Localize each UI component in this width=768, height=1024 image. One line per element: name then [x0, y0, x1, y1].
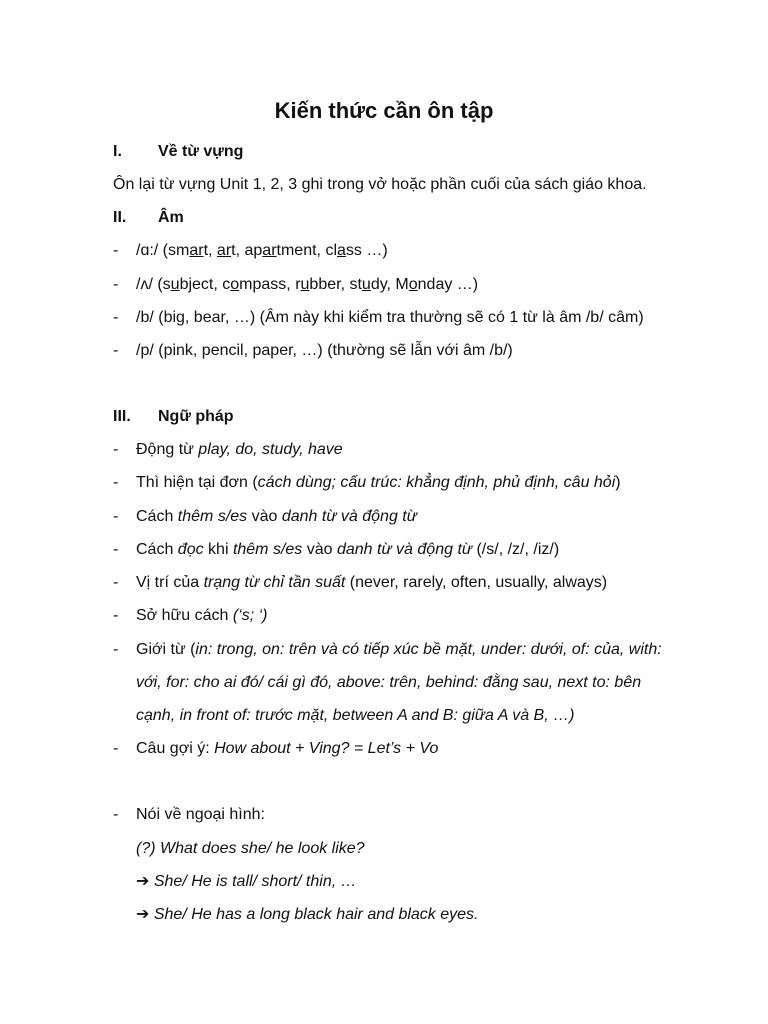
sound-item-uh: /ʌ/ (subject, compass, rubber, study, Monday …)	[136, 276, 479, 293]
sound-item-b: /b/ (big, bear, …) (Âm này khi kiểm tra thường sẽ có 1 từ là âm /b/ câm)	[136, 309, 644, 326]
section-3-number: III.	[113, 408, 131, 425]
list-dash: -	[113, 574, 119, 591]
list-dash: -	[113, 242, 119, 259]
appearance-label: Nói về ngoại hình:	[136, 806, 265, 823]
grammar-item-prepositions-line3: cạnh, in front of: trước mặt, between A and B: giữa A và B, …)	[136, 707, 575, 724]
grammar-item-pronunciation: Cách đọc khi thêm s/es vào danh từ và động từ (/s/, /z/, /iz/)	[136, 541, 560, 558]
grammar-item-prepositions-line2: với, for: cho ai đó/ cái gì đó, above: trên, behind: đằng sau, next to: bên	[136, 674, 642, 691]
grammar-item-verbs: Động từ play, do, study, have	[136, 441, 343, 458]
grammar-item-possessive: Sở hữu cách (‘s; ‘)	[136, 607, 268, 624]
grammar-item-adverbs: Vị trí của trạng từ chỉ tần suất (never, rarely, often, usually, always)	[136, 574, 608, 591]
arrow-icon: ➔	[136, 906, 150, 923]
list-dash: -	[113, 806, 119, 823]
sound-item-a: /ɑ:/ (smart, art, apartment, class …)	[136, 242, 388, 259]
section-2-number: II.	[113, 209, 127, 226]
list-dash: -	[113, 641, 119, 658]
appearance-answer-1: ➔ She/ He is tall/ short/ thin, …	[136, 873, 357, 890]
grammar-item-add-s-es: Cách thêm s/es vào danh từ và động từ	[136, 508, 417, 525]
list-dash: -	[113, 541, 119, 558]
appearance-answer-2: ➔ She/ He has a long black hair and black eyes.	[136, 906, 479, 923]
section-2-heading: Âm	[158, 209, 184, 226]
list-dash: -	[113, 276, 119, 293]
sound-item-p: /p/ (pink, pencil, paper, …) (thường sẽ lẫn với âm /b/)	[136, 342, 513, 359]
list-dash: -	[113, 309, 119, 326]
list-dash: -	[113, 342, 119, 359]
appearance-question: (?) What does she/ he look like?	[136, 840, 365, 857]
list-dash: -	[113, 740, 119, 757]
grammar-item-suggestions: Câu gợi ý: How about + Ving? = Let’s + Vo	[136, 740, 439, 757]
arrow-icon: ➔	[136, 873, 150, 890]
section-1-text: Ôn lại từ vựng Unit 1, 2, 3 ghi trong vở hoặc phần cuối của sách giáo khoa.	[113, 176, 647, 193]
list-dash: -	[113, 508, 119, 525]
section-1-number: I.	[113, 143, 122, 160]
document-title: Kiến thức cần ôn tập	[274, 98, 494, 123]
list-dash: -	[113, 474, 119, 491]
section-3-heading: Ngữ pháp	[158, 408, 234, 425]
list-dash: -	[113, 607, 119, 624]
list-dash: -	[113, 441, 119, 458]
section-1-heading: Về từ vựng	[158, 143, 244, 160]
grammar-item-present-simple: Thì hiện tại đơn (cách dùng; cấu trúc: khẳng định, phủ định, câu hỏi)	[136, 474, 621, 491]
grammar-item-prepositions: Giới từ (in: trong, on: trên và có tiếp xúc bề mặt, under: dưới, of: của, with:	[136, 641, 662, 658]
